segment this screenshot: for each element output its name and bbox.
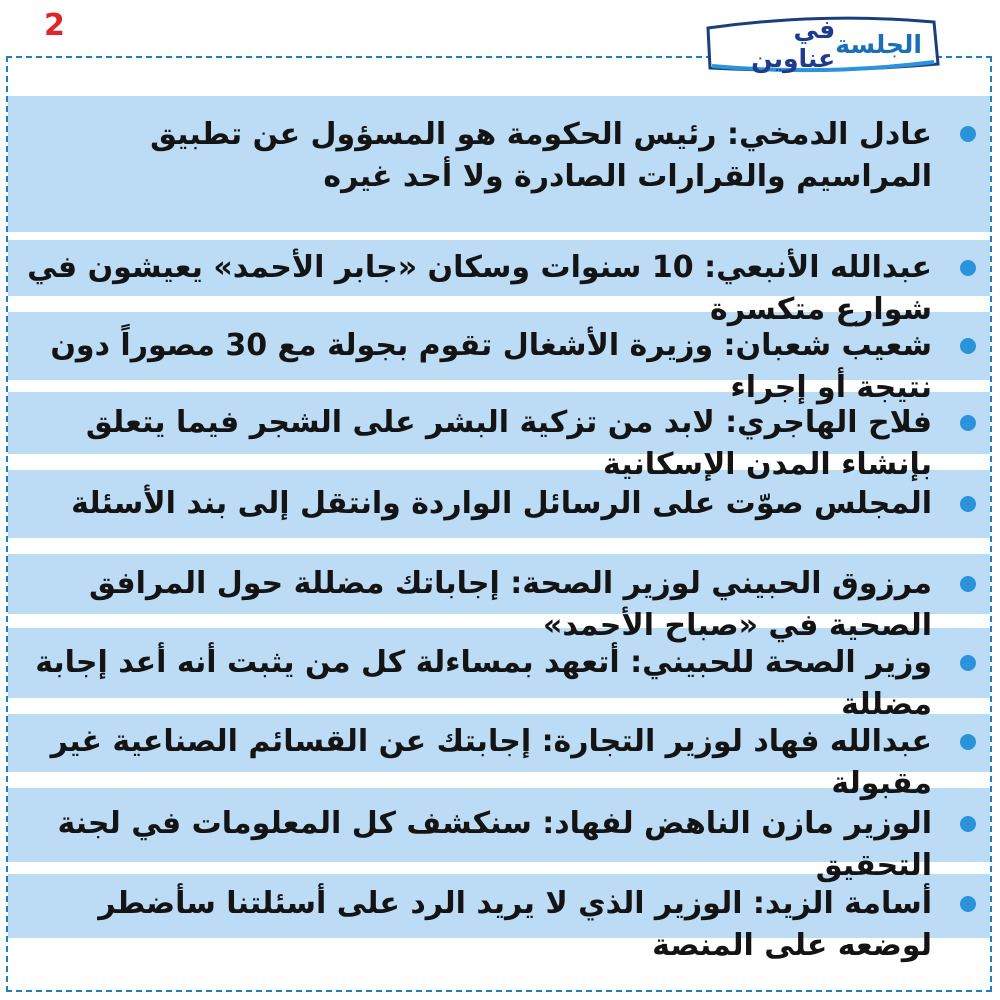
logo-word-session: الجلسة [835, 29, 922, 59]
page-number: 2 [44, 8, 65, 43]
headline-item: عبدالله فهاد لوزير التجارة: إجابتك عن القسائم الصناعية غير مقبولة [50, 724, 932, 801]
headline-item: شعيب شعبان: وزيرة الأشغال تقوم بجولة مع 30 مصوراً دون نتيجة أو إجراء [50, 328, 932, 405]
headline-item: مرزوق الحبيني لوزير الصحة: إجاباتك مضللة حول المرافق الصحية في «صباح الأحمد» [88, 566, 932, 643]
headline-item: أسامة الزيد: الوزير الذي لا يريد الرد على أسئلتنا سأضطر لوضعه على المنصة [98, 886, 932, 963]
headline-item: عبدالله الأنبعي: 10 سنوات وسكان «جابر الأحمد» يعيشون في شوارع متكسرة [27, 250, 932, 327]
logo-text [722, 15, 922, 73]
section-logo [702, 14, 942, 74]
headline-item: المجلس صوّت على الرسائل الواردة وانتقل إلى بند الأسئلة [71, 486, 932, 521]
headline-item: الوزير مازن الناهض لفهاد: سنكشف كل المعلومات في لجنة التحقيق [57, 806, 932, 883]
logo-word-headlines: في عناوين [751, 15, 836, 73]
headline-item: وزير الصحة للحبيني: أتعهد بمساءلة كل من يثبت أنه أعد إجابة مضللة [35, 645, 932, 722]
headline-item: عادل الدمخي: رئيس الحكومة هو المسؤول عن تطبيق المراسيم والقرارات الصادرة ولا أحد غيره [150, 117, 932, 194]
headline-item: فلاح الهاجري: لابد من تزكية البشر على الشجر فيما يتعلق بإنشاء المدن الإسكانية [85, 405, 932, 482]
